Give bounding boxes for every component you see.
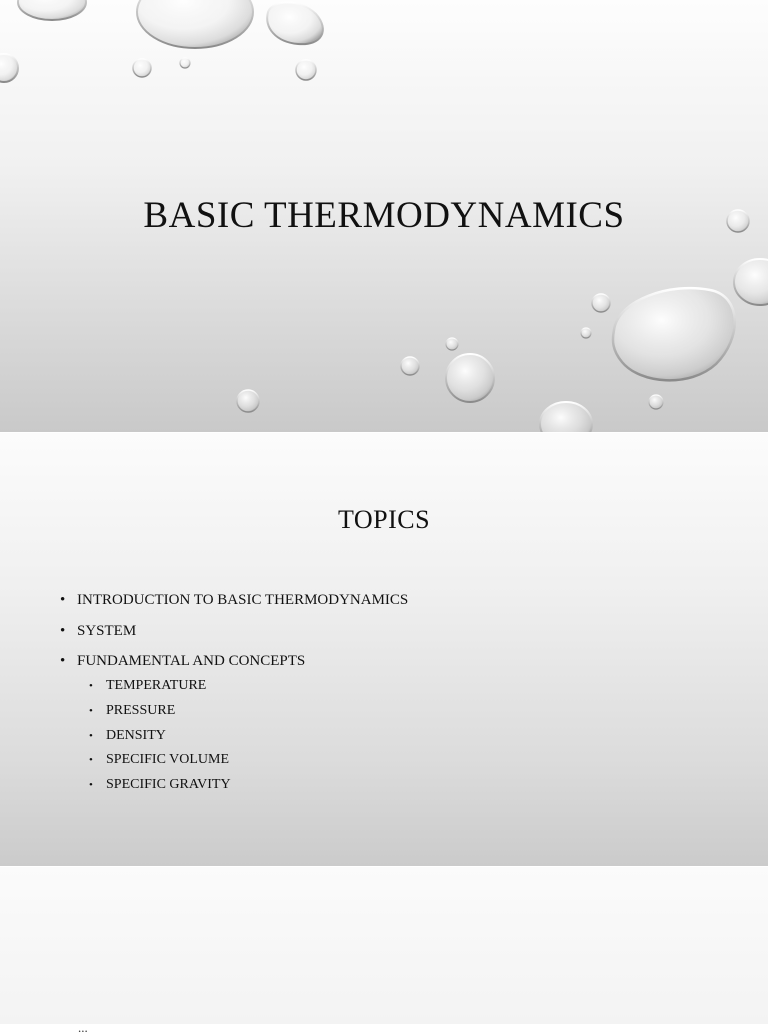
topic-label: INTRODUCTION TO BASIC THERMODYNAMICS bbox=[77, 592, 409, 608]
water-drop bbox=[446, 354, 494, 402]
subtopic-item bbox=[89, 727, 720, 745]
subtopic-label: DENSITY bbox=[106, 727, 166, 743]
water-drop bbox=[592, 294, 610, 312]
subtopic-label: SPECIFIC GRAVITY bbox=[106, 777, 231, 793]
water-drop bbox=[137, 0, 253, 48]
subtopic-label: TEMPERATURE bbox=[106, 678, 207, 693]
topic-label: SYSTEM bbox=[77, 622, 137, 639]
topic-item bbox=[60, 621, 720, 641]
topics-heading: TOPICS bbox=[337, 505, 431, 534]
topic-label: FUNDAMENTAL AND CONCEPTS bbox=[77, 653, 306, 669]
subtopic-item bbox=[89, 776, 720, 794]
water-drop bbox=[401, 357, 419, 375]
slide-partial bbox=[0, 867, 768, 1035]
water-drop bbox=[237, 390, 259, 412]
cut-off-text: ... bbox=[78, 1020, 88, 1035]
presentation-title: BASIC THERMODYNAMICS bbox=[143, 195, 625, 236]
slide-title-page bbox=[0, 0, 768, 432]
water-drop bbox=[180, 58, 190, 68]
water-drop bbox=[133, 59, 151, 77]
water-drop bbox=[649, 395, 663, 409]
water-drop bbox=[581, 328, 591, 338]
topic-item bbox=[60, 651, 720, 794]
subtopics-list bbox=[77, 677, 720, 794]
subtopic-item bbox=[89, 702, 720, 720]
subtopic-label: PRESSURE bbox=[106, 702, 176, 718]
subtopic-item bbox=[89, 751, 720, 769]
water-drop bbox=[18, 0, 86, 20]
topic-item bbox=[60, 590, 720, 610]
subtopic-label: SPECIFIC VOLUME bbox=[106, 752, 230, 768]
water-drop bbox=[0, 54, 18, 82]
water-drop bbox=[446, 338, 458, 350]
water-drop bbox=[613, 288, 735, 380]
water-drop bbox=[267, 3, 323, 45]
subtopic-item bbox=[89, 677, 720, 695]
slide-topics bbox=[0, 433, 768, 866]
water-drop bbox=[296, 60, 316, 80]
water-drop bbox=[734, 259, 768, 305]
topics-list bbox=[60, 590, 720, 805]
